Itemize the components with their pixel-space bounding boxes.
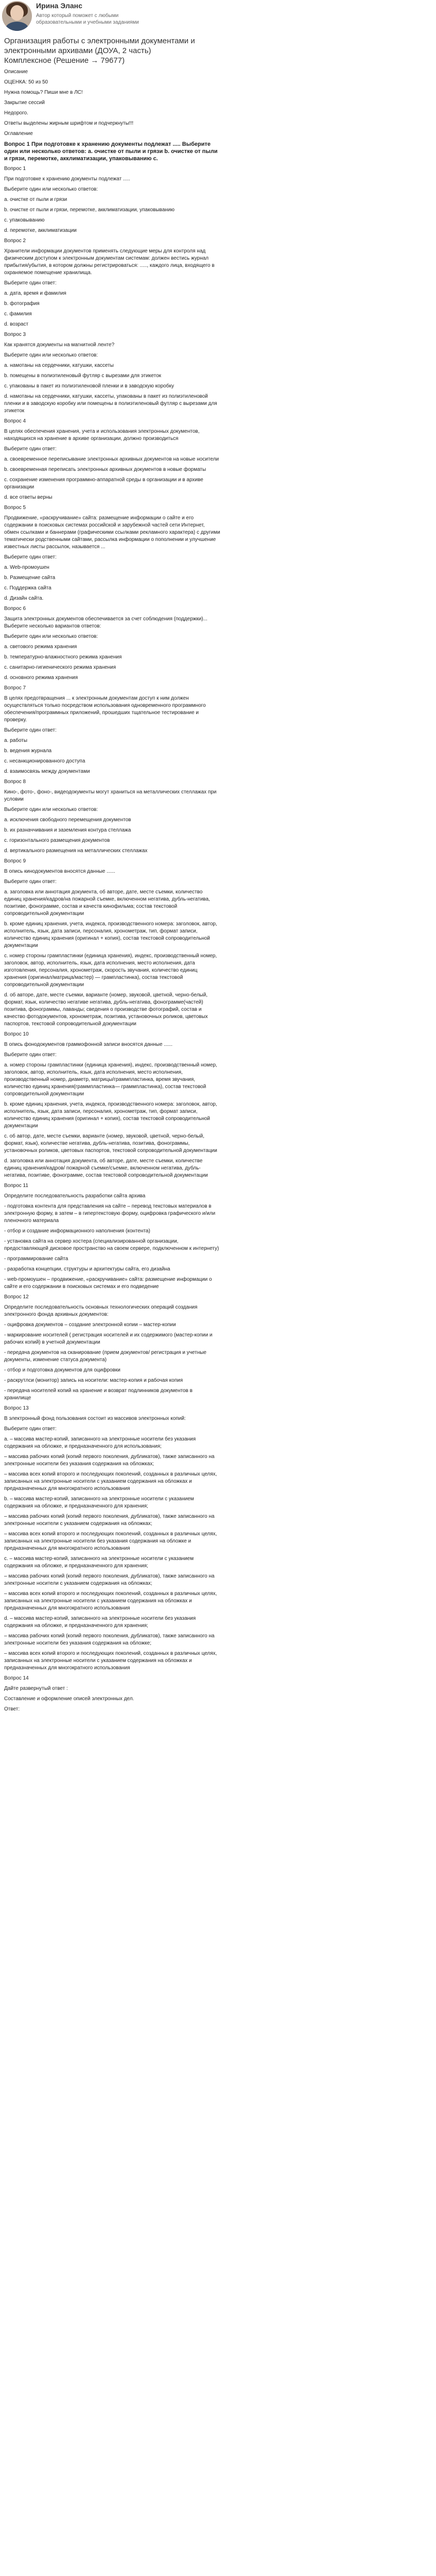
text-line: В опись фонодокументов граммофонной записи вносятся данные ......	[4, 1042, 172, 1047]
text-line: Как хранятся документы на магнитной ленте?	[4, 342, 115, 348]
text-line: – массива рабочих копий (копий первого поколения, дубликатов), также записанного на электронные носители без указания содержания на обложках;	[4, 1454, 215, 1467]
text-line: a. намотаны на сердечники, катушки, кассеты	[4, 363, 114, 368]
text-line: Вопрос 14	[4, 1675, 29, 1681]
text-line: - разработка концепции, структуры и архитектуры сайта, его дизайна	[4, 1266, 170, 1272]
text-line: Дайте развернутый ответ :	[4, 1686, 68, 1691]
text-line: Выберите один ответ:	[4, 446, 57, 452]
text-line: c. сохранение изменения программно-аппаратной среды в организации и в архиве организации	[4, 477, 203, 490]
text-line: Вопрос 12	[4, 1294, 29, 1300]
text-line: c. несанкционированного доступа	[4, 758, 85, 764]
text-line: d. все ответы верны	[4, 495, 53, 500]
text-line: d. об авторе, дате, месте съемки, варианте (номер, звуковой, цветной, черно-белый, формат, язык, количество негативе негатива, дубль-негатива, фонограмме(частей) позитива, фонограммы, лаванды; сведения о производстве фотографий, состав и качество фотодокументов, хронометраж, позитива, установочных роликов, цветовых паспортов, текстовой сопроводительной документации	[4, 992, 208, 1027]
text-line: a. исключения свободного перемещения документов	[4, 817, 131, 823]
text-line: Выберите один ответ:	[4, 1052, 57, 1058]
text-line: Нужна помощь? Пиши мне в ЛС!	[4, 90, 83, 95]
text-line: Хранители информации документов применять следующие меры для контроля над физическим доступом к электронным документам системам: должен вестись журнал прибытия/убытия, в котором должны регистрироваться: ....., каждого лица, входящего в охраняемое помещение хранилища.	[4, 248, 215, 276]
text-line: Вопрос 8	[4, 779, 26, 785]
text-line: b. температурно-влажностного режима хранения	[4, 654, 122, 660]
text-line: Вопрос 13	[4, 1405, 29, 1411]
text-line: c. упакованы в пакет из полиэтиленовой пленки и в заводскую коробку	[4, 383, 174, 389]
text-line: Вопрос 4	[4, 418, 26, 424]
text-line: d. взаимосвязь между документами	[4, 769, 90, 774]
text-line: Выберите один или несколько ответов:	[4, 187, 98, 192]
text-line: - программирование сайта	[4, 1256, 68, 1262]
text-line: b. очистке от пыли и грязи, перемотке, акклиматизации, упаковыванию	[4, 207, 175, 213]
text-line: a. работы	[4, 738, 28, 743]
text-line: - маркирование носителей ( регистрация носителей и их содержимого (мастер-копии и рабочих копий) в учетной документации	[4, 1332, 213, 1345]
text-line: Выберите один или несколько ответов:	[4, 352, 98, 358]
text-line: b. фотография	[4, 301, 40, 307]
text-line: Ответ:	[4, 1706, 20, 1712]
text-line: a. очистке от пыли и грязи	[4, 197, 67, 202]
author-name[interactable]: Ирина Эланс	[36, 2, 82, 10]
text-line: Защита электронных документов обеспечивается за счет соблюдения (поддержки)... Выберите несколько вариантов ответов:	[4, 616, 207, 629]
author-description: Автор который поможет с любыми образовательными и учебными заданиями	[36, 13, 139, 25]
text-line: – массива всех копий второго и последующих поколений, созданных в различных целях, записанных на электронные носители без указания содержания на обложке и предназначенных для многократного использования	[4, 1531, 217, 1551]
text-line: b. их разначчивания и заземления контура стеллажа	[4, 827, 131, 833]
text-line: Составление и оформление описей электронных дел.	[4, 1696, 134, 1702]
text-line: c. номер стороны грампластинки (единица хранения), индекс, производственный номер, заголовок, автор, исполнитель, язык, дата исполнения, место исполнения, дата изготовления, персоналия, хронометраж, скорость звучания, количество единиц хранения (оригинал/матрица/мастер) — грампластинка), состав текстовой сопроводительной документации	[4, 953, 217, 988]
text-line: Вопрос 6	[4, 606, 26, 612]
text-line: b. ведения журнала	[4, 748, 52, 754]
text-line: a. дата, время и фамилия	[4, 291, 66, 296]
text-line: - установка сайта на сервер хостера (специализированной организации, предоставляющей дисковое пространство на своем сервере, подключенном к интернету)	[4, 1239, 219, 1251]
text-line: a. своевременное переписывание электронных архивных документов на новые носители	[4, 456, 219, 462]
text-line: Описание	[4, 69, 28, 75]
text-line: Определите последовательность разработки сайта архива	[4, 1193, 146, 1199]
text-line: – массива всех копий второго и последующих поколений, созданных в различных целях, записанных на электронные носители с указанием содержания на обложках и предназначенных для многократного использования	[4, 1471, 217, 1492]
text-line: Определите последовательность основных технологических операций создания электронного фонда архивных документов:	[4, 1304, 198, 1317]
text-line: c. фамилия	[4, 311, 32, 317]
text-line: Недорого.	[4, 110, 28, 116]
text-line: d. перемотке, акклиматизации	[4, 228, 77, 233]
text-line: a. номер стороны грампластинки (единица хранения), индекс, производственный номер, заголовок, автор, исполнитель, язык, дата исполнения, место исполнения, производственный номер, диаметр, матрицы/граммпластинка, время звучания, количество единиц хранения(граммпластинка— граммпластинка), состав текстовой сопроводительной документации	[4, 1062, 217, 1097]
text-line: d. – массива мастер-копий, записанного на электронные носители без указания содержания на обложке, и предназначенного для хранения;	[4, 1616, 196, 1629]
text-line: b. помещены в полиэтиленовый футляр с вырезами для этикеток	[4, 373, 162, 379]
author-header	[0, 0, 436, 33]
text-line: c. об автор, дате, месте съемки, варианте (номер, звуковой, цветной, черно-белый, формат, язык), количестве негатива, дубль-негатива, позитива, фонограммы, установочных роликов, цветовых паспортов, текстовой сопроводительной документации	[4, 1133, 217, 1154]
text-line: Вопрос 9	[4, 858, 26, 864]
text-line: b. своевременная переписать электронных архивных документов в новые форматы	[4, 467, 206, 472]
text-line: - передача документов на сканирование (прием документов/ регистрация и учетные документы, изменение статуса документа)	[4, 1350, 206, 1363]
text-line: Вопрос 3	[4, 332, 26, 337]
text-line: a. светового режима хранения	[4, 644, 77, 650]
text-line: - оцифровка документов – создание электронной копии – мастер-копии	[4, 1322, 176, 1328]
text-line: d. вертикального размещения на металлических стеллажах	[4, 848, 148, 854]
text-line: c. упаковыванию	[4, 217, 45, 223]
text-line: - отбор и создание информационного наполнения (контента)	[4, 1228, 150, 1234]
text-line: Выберите один ответ:	[4, 727, 57, 733]
text-line: В целях предотвращения ... к электронным документам доступ к ним должен осуществляться только посредством использования одновременного программного обеспечения/программных приложений, прошедших тщательное тестирование и проверку.	[4, 696, 206, 723]
text-line: d. основного режима хранения	[4, 675, 78, 681]
text-line: Вопрос 7	[4, 685, 26, 691]
text-line: Выберите один ответ:	[4, 1426, 57, 1432]
text-line: Выберите один ответ:	[4, 554, 57, 560]
answer-highlight: Вопрос 1 При подготовке к хранению документы подлежат ..... Выберите один или несколько ответов: a. очистке от пыли и грязи b. очистке от пыли и грязи, перемотке, акклиматизации, упаковыванию c.	[4, 141, 218, 162]
text-line: - отбор и подготовка документов для оцифровки	[4, 1367, 120, 1373]
text-line: c. – массива мастер-копий, записанного на электронные носители с указанием содержания на обложке, и предназначенного для хранения;	[4, 1556, 194, 1569]
text-line: В опись кинодокументов вносятся данные ......	[4, 869, 115, 874]
text-line: - передача носителей копий на хранение и возврат подлинников документов в хранилище	[4, 1388, 193, 1401]
text-line: – массива рабочих копий (копий первого поколения, дубликатов), также записанного на электронные носители с указанием содержания на обложках;	[4, 1514, 215, 1527]
text-line: Выберите один или несколько ответов:	[4, 634, 98, 639]
text-line: Выберите один ответ:	[4, 280, 57, 286]
text-line: d. возраст	[4, 321, 29, 327]
text-line: Продвижение, «раскручивание» сайта: размещение информации о сайте и его содержании в поисковых системах российской и зарубежной частей сети Интернет, обмен ссылками и баннерами (графическими ссылками рекламного характера) с другими тематически родственными сайтами, рассылка информации о пополнении и улучшение известных листы рассылок, называется ...	[4, 515, 220, 550]
text-line: В электронный фонд пользования состоит из массивов электронных копий:	[4, 1416, 186, 1421]
text-line: - раскрутлси (монитор) запись на носители: мастер-копия и рабочая копия	[4, 1378, 183, 1383]
text-line: - web-промоушен – продвижение, «раскручивание» сайта: размещение информации о сайте и его содержании в поисковых системах и его подведение	[4, 1277, 212, 1290]
text-line: Выберите один или несколько ответов:	[4, 807, 98, 812]
text-line: – массива рабочих копий (копий первого поколения, дубликатов), также записанного на электронные носители с указанием содержания на обложках;	[4, 1573, 215, 1586]
text-line: Вопрос 10	[4, 1031, 29, 1037]
text-line: Вопрос 2	[4, 238, 26, 244]
text-line: a. заголовка или аннотация документа, об авторе, дате, месте съемки, количество единиц хранения/кадров/на пожарной съемке, включенном негатива, дубль-негатива, позитиве, фонограмме, состав и качеств кинофильма; состав текстовой сопроводительной документации	[4, 889, 210, 917]
page-title: Организация работы с электронными документами и электронными архивами (ДОУА, 2 часть) Комплексное (Решение → 79677)	[4, 37, 195, 65]
text-line: b. кроме единиц хранения, учета, индекса, производственного номера: заголовок, автор, исполнитель, язык, дата записи, персоналия, хронометраж, тип, формат записи, количество единиц хранения (оригинал + копия), состав текстовой сопроводительной документации	[4, 1101, 217, 1129]
text-line: b. – массива мастер-копий, записанного на электронные носители с указанием содержания на обложке, и предназначенного для хранения;	[4, 1496, 194, 1509]
text-line: b. Размещение сайта	[4, 575, 56, 581]
text-line: c. горизонтального размещения документов	[4, 838, 110, 843]
text-line: Вопрос 1	[4, 166, 26, 172]
text-line: Оглавление	[4, 131, 33, 137]
text-line: d. намотаны на сердечники, катушки, кассеты, упакованы в пакет из полиэтиленовой пленки и в заводскую коробку или помещены в полиэтиленовый футляр с вырезами для этикеток	[4, 394, 217, 414]
text-line: a. – массива мастер-копий, записанного на электронные носители без указания содержания на обложке, и предназначенного для использования;	[4, 1436, 196, 1449]
text-line: ОЦЕНКА: 50 из 50	[4, 79, 48, 85]
text-line: Ответы выделены жирным шрифтом и подчеркнуты!!!	[4, 121, 134, 126]
text-line: – массива всех копий второго и последующих поколений, созданных в различных целях, записанных на электронные носители с указанием содержания на обложках и предназначенных для многократного использования	[4, 1591, 217, 1611]
text-line: В целях обеспечения хранения, учета и использования электронных документов, находящихся на хранение в архиве организации, должно производиться	[4, 429, 200, 442]
text-line: – массива всех копий второго и последующих поколений, созданных в различных целях, записанных на электронные носители с указанием содержания на обложках и предназначенных для многократного использования	[4, 1651, 217, 1671]
text-line: Вопрос 11	[4, 1183, 28, 1189]
text-line: При подготовке к хранению документы подлежат .....	[4, 176, 130, 182]
document-body	[0, 69, 224, 1713]
text-line: d. Дизайн сайта.	[4, 596, 44, 601]
text-line: c. Поддержка сайта	[4, 585, 51, 591]
text-line: Кино-, фото-, фоно-, видеодокументы могут храниться на металлических стеллажах при условии	[4, 789, 217, 802]
text-line: Вопрос 5	[4, 505, 26, 511]
text-line: Закрытие сессий	[4, 100, 45, 106]
avatar[interactable]	[2, 1, 32, 31]
text-line: Выберите один ответ:	[4, 879, 57, 885]
text-line: a. Web-промоушен	[4, 565, 49, 570]
text-line: c. санитарно-гигиенического режима хранения	[4, 665, 116, 670]
text-line: – массива рабочих копий (копий первого поколения, дубликатов), также записанного на электронные носители без указания содержания на обложке;	[4, 1633, 215, 1646]
text-line: - подготовка контента для представления на сайте – перевод текстовых материалов в электронную форму, в затем – в гипертекстовую форму, оцифровка графического и/или пленочного материала	[4, 1204, 216, 1224]
text-line: b. кроме единиц хранения, учета, индекса, производственного номера: заголовок, автор, исполнитель, язык, дата записи, персоналия, хронометраж, тип, формат записи, количество единиц хранения (оригинал + копия), состав текстовой сопроводительной документации	[4, 921, 217, 948]
text-line: d. заголовка или аннотация документа, об авторе, дате, месте съемки, количестве единиц хранения/кадров/ пожарной съемке/съемке, включенном негатива, дубль-негатива, позитиве, фонограмме, состав текстовой сопроводительной документации	[4, 1158, 208, 1178]
